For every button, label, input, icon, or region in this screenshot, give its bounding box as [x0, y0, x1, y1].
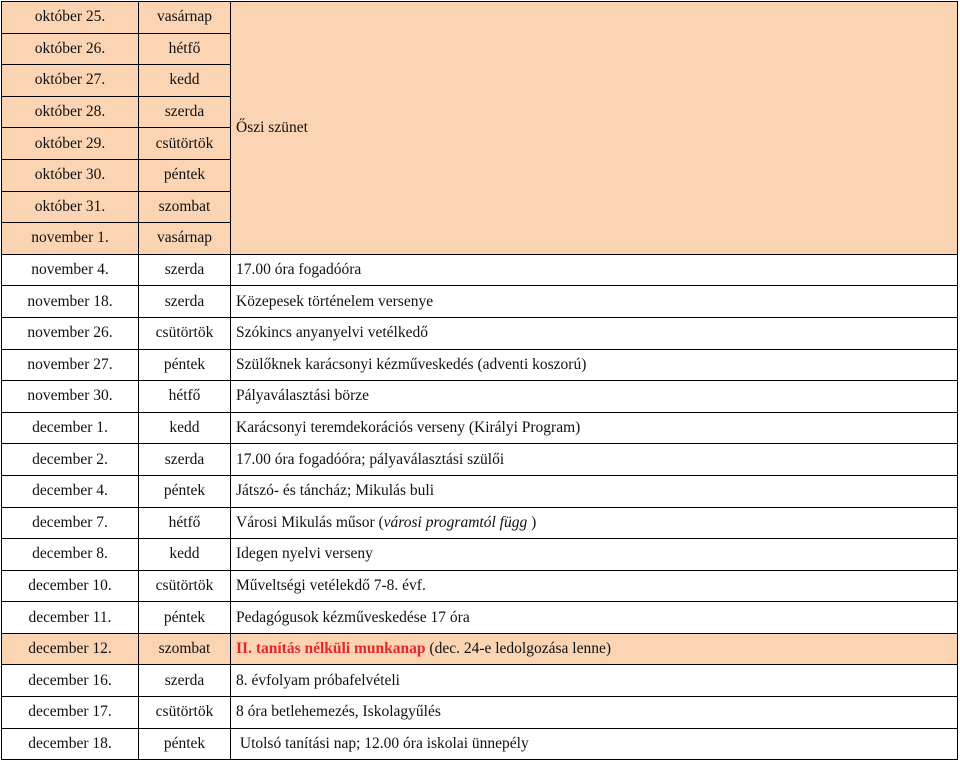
school-calendar-table — [1, 1, 958, 760]
table-row — [2, 475, 958, 507]
weekday-cell: kedd — [139, 539, 231, 571]
event-cell: Szülőknek karácsonyi kézműveskedés (adventi koszorú) — [231, 349, 958, 381]
date-cell: december 11. — [2, 602, 139, 634]
weekday-cell: vasárnap — [139, 223, 231, 255]
table-row — [2, 381, 958, 413]
date-cell: november 26. — [2, 317, 139, 349]
table-row — [2, 507, 958, 539]
date-cell: december 18. — [2, 728, 139, 760]
date-cell: december 8. — [2, 539, 139, 571]
weekday-cell: hétfő — [139, 507, 231, 539]
date-cell: október 28. — [2, 96, 139, 128]
date-cell: december 16. — [2, 665, 139, 697]
table-row — [2, 2, 958, 34]
event-cell: Idegen nyelvi verseny — [231, 539, 958, 571]
event-text: Városi Mikulás műsor ( — [236, 513, 384, 531]
table-row — [2, 444, 958, 476]
date-cell: október 29. — [2, 128, 139, 160]
weekday-cell: péntek — [139, 728, 231, 760]
date-cell: december 7. — [2, 507, 139, 539]
event-cell: Közepesek történelem versenye — [231, 286, 958, 318]
weekday-cell: péntek — [139, 602, 231, 634]
date-cell: október 31. — [2, 191, 139, 223]
weekday-cell: szombat — [139, 191, 231, 223]
weekday-cell: szerda — [139, 254, 231, 286]
date-cell: november 18. — [2, 286, 139, 318]
event-cell: Karácsonyi teremdekorációs verseny (Királyi Program) — [231, 412, 958, 444]
table-row — [2, 286, 958, 318]
table-row — [2, 602, 958, 634]
event-cell — [231, 633, 958, 665]
date-cell: október 25. — [2, 2, 139, 34]
table-row — [2, 570, 958, 602]
event-cell: 17.00 óra fogadóóra; pályaválasztási szülői — [231, 444, 958, 476]
date-cell: november 30. — [2, 381, 139, 413]
table-row-highlighted — [2, 633, 958, 665]
event-cell: Pályaválasztási börze — [231, 381, 958, 413]
table-row — [2, 317, 958, 349]
date-cell: december 1. — [2, 412, 139, 444]
workday-label: II. tanítás nélküli munkanap — [236, 640, 426, 658]
event-text-end: ) — [527, 513, 537, 531]
weekday-cell: péntek — [139, 159, 231, 191]
weekday-cell: szerda — [139, 444, 231, 476]
event-cell: Szókincs anyanyelvi vetélkedő — [231, 317, 958, 349]
weekday-cell: péntek — [139, 475, 231, 507]
date-cell: december 2. — [2, 444, 139, 476]
date-cell: november 4. — [2, 254, 139, 286]
event-cell: Utolsó tanítási nap; 12.00 óra iskolai ünnepély — [231, 728, 958, 760]
event-cell: Műveltségi vetélekdő 7-8. évf. — [231, 570, 958, 602]
event-cell: Játszó- és táncház; Mikulás buli — [231, 475, 958, 507]
event-cell: 8 óra betlehemezés, Iskolagyűlés — [231, 697, 958, 729]
event-cell: 8. évfolyam próbafelvételi — [231, 665, 958, 697]
event-note-italic: városi programtól függ — [383, 513, 528, 531]
date-cell: október 26. — [2, 33, 139, 65]
event-cell: 17.00 óra fogadóóra — [231, 254, 958, 286]
weekday-cell: kedd — [139, 412, 231, 444]
weekday-cell: kedd — [139, 65, 231, 97]
weekday-cell: csütörtök — [139, 697, 231, 729]
weekday-cell: csütörtök — [139, 570, 231, 602]
date-cell: december 4. — [2, 475, 139, 507]
table-row — [2, 728, 958, 760]
event-cell — [231, 507, 958, 539]
weekday-cell: csütörtök — [139, 128, 231, 160]
weekday-cell: szerda — [139, 665, 231, 697]
weekday-cell: hétfő — [139, 33, 231, 65]
table-row — [2, 412, 958, 444]
table-row — [2, 254, 958, 286]
weekday-cell: hétfő — [139, 381, 231, 413]
date-cell: október 27. — [2, 65, 139, 97]
date-cell: október 30. — [2, 159, 139, 191]
weekday-cell: csütörtök — [139, 317, 231, 349]
date-cell: november 27. — [2, 349, 139, 381]
event-cell: Pedagógusok kézműveskedése 17 óra — [231, 602, 958, 634]
weekday-cell: vasárnap — [139, 2, 231, 34]
event-text: (dec. 24-e ledolgozása lenne) — [425, 640, 612, 658]
table-row — [2, 539, 958, 571]
weekday-cell: szerda — [139, 286, 231, 318]
weekday-cell: szerda — [139, 96, 231, 128]
weekday-cell: péntek — [139, 349, 231, 381]
date-cell: december 17. — [2, 697, 139, 729]
table-row — [2, 697, 958, 729]
weekday-cell: szombat — [139, 633, 231, 665]
table-row — [2, 349, 958, 381]
date-cell: november 1. — [2, 223, 139, 255]
table-row — [2, 665, 958, 697]
date-cell: december 12. — [2, 633, 139, 665]
autumn-break-cell: Őszi szünet — [231, 2, 958, 255]
date-cell: december 10. — [2, 570, 139, 602]
